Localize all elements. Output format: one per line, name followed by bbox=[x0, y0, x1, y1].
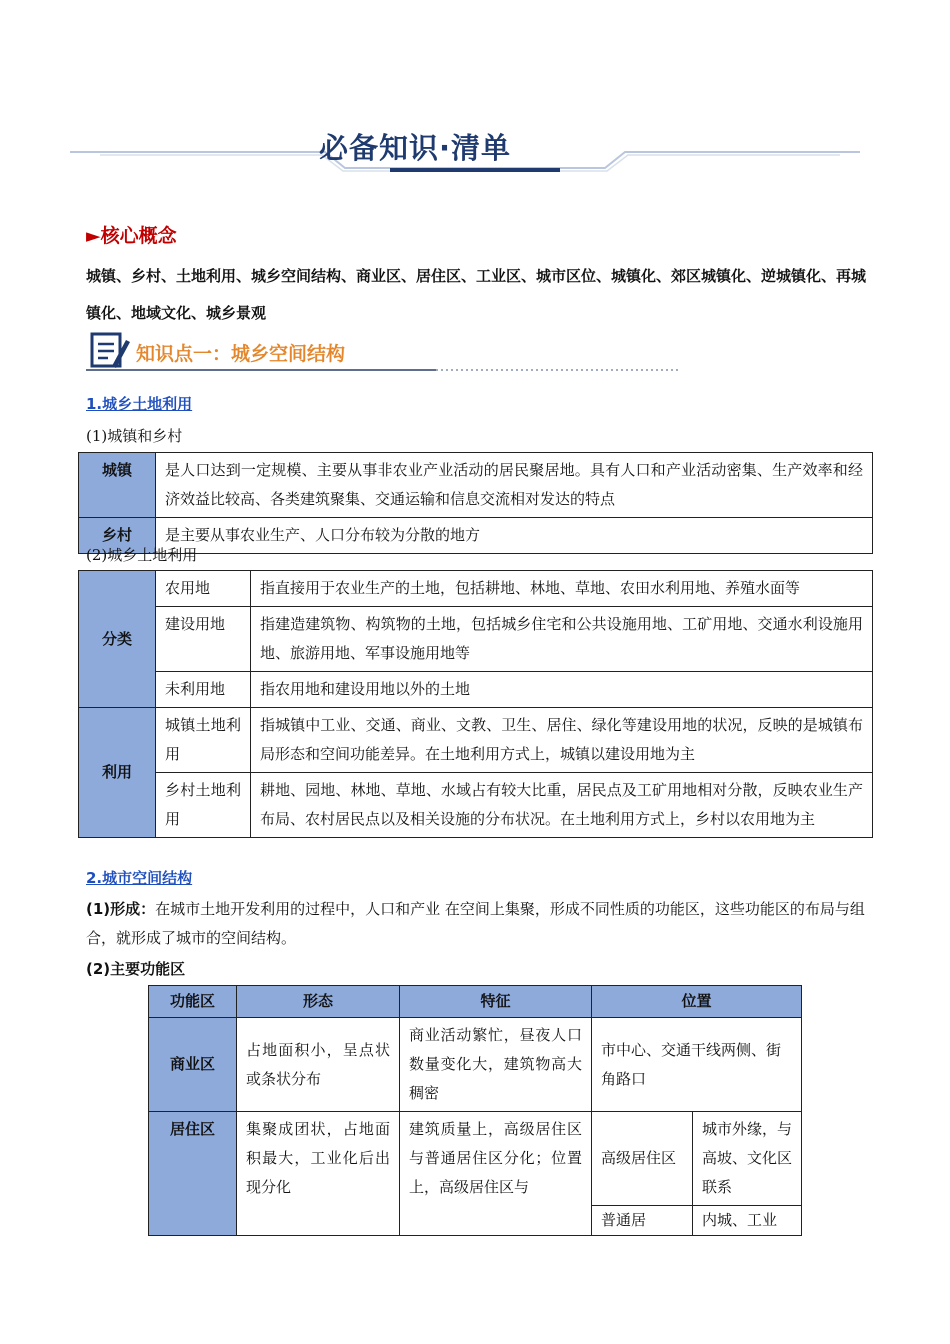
section-2-title[interactable]: 2.城市空间结构 bbox=[86, 869, 193, 887]
zone-location: 市中心、交通干线两侧、街角路口 bbox=[592, 1018, 802, 1112]
table-row bbox=[149, 1112, 802, 1206]
land-term: 未利用地 bbox=[156, 672, 251, 708]
table-row bbox=[79, 607, 873, 672]
land-desc: 指直接用于农业生产的土地，包括耕地、林地、草地、农田水利用地、养殖水面等 bbox=[251, 571, 873, 607]
subsection-land-use: (2)城乡土地利用 bbox=[86, 546, 198, 564]
formation-text: 在城市土地开发利用的过程中，人口和产业 在空间上集聚，形成不同性质的功能区，这些功能区的布局与组合，就形成了城市的空间结构。 bbox=[86, 900, 865, 947]
sub-zone-location: 内城、工业 bbox=[693, 1206, 802, 1236]
row-text: 是主要从事农业生产、人口分布较为分散的地方 bbox=[156, 518, 873, 554]
zone-form: 集聚成团状，占地面积最大，工业化后出现分化 bbox=[237, 1112, 400, 1236]
table-row bbox=[79, 672, 873, 708]
formation-label: (1)形成： bbox=[86, 900, 156, 918]
land-desc: 指建造建筑物、构筑物的土地，包括城乡住宅和公共设施用地、工矿用地、交通水利设施用地、旅游用地、军事设施用地等 bbox=[251, 607, 873, 672]
zone-feature: 商业活动繁忙，昼夜人口数量变化大，建筑物高大稠密 bbox=[400, 1018, 592, 1112]
row-label: 城镇 bbox=[79, 453, 156, 518]
table-row bbox=[79, 773, 873, 838]
land-term: 农用地 bbox=[156, 571, 251, 607]
land-term: 乡村土地利用 bbox=[156, 773, 251, 838]
table-row bbox=[79, 708, 873, 773]
functional-zones-table bbox=[148, 985, 802, 1236]
sub-zone-label: 高级居住区 bbox=[592, 1112, 693, 1206]
row-label: 乡村 bbox=[79, 518, 156, 554]
knowledge-point-title: 知识点一：城乡空间结构 bbox=[136, 343, 346, 365]
zone-feature: 建筑质量上，高级居住区与普通居住区分化；位置上，高级居住区与 bbox=[400, 1112, 592, 1236]
core-concept-terms: 城镇、乡村、土地利用、城乡空间结构、商业区、居住区、工业区、城市区位、城镇化、郊区城镇化、逆城镇化、再城镇化、地域文化、城乡景观 bbox=[86, 267, 867, 322]
table-row bbox=[79, 453, 873, 518]
group-label-classification: 分类 bbox=[79, 571, 156, 708]
column-header: 功能区 bbox=[149, 986, 237, 1018]
sub-zone-location: 城市外缘，与高坡、文化区联系 bbox=[693, 1112, 802, 1206]
section-1-title[interactable]: 1.城乡土地利用 bbox=[86, 395, 193, 413]
land-use-table bbox=[78, 570, 873, 838]
zone-name: 商业区 bbox=[149, 1018, 237, 1112]
group-label-utilization: 利用 bbox=[79, 708, 156, 838]
subsection-functional-zones: (2)主要功能区 bbox=[86, 960, 186, 978]
land-desc: 耕地、园地、林地、草地、水域占有较大比重，居民点及工矿用地相对分散，反映农业生产布局、农村居民点以及相关设施的分布状况。在土地利用方式上，乡村以农用地为主 bbox=[251, 773, 873, 838]
land-desc: 指城镇中工业、交通、商业、文教、卫生、居住、绿化等建设用地的状况，反映的是城镇布局形态和空间功能差异。在土地利用方式上，城镇以建设用地为主 bbox=[251, 708, 873, 773]
zone-form: 占地面积小，呈点状或条状分布 bbox=[237, 1018, 400, 1112]
land-term: 建设用地 bbox=[156, 607, 251, 672]
table-header-row bbox=[149, 986, 802, 1018]
table-row bbox=[79, 518, 873, 554]
table-row bbox=[79, 571, 873, 607]
core-concept-heading: ►核心概念 bbox=[86, 225, 177, 247]
town-village-table bbox=[78, 452, 873, 554]
zone-name: 居住区 bbox=[149, 1112, 237, 1236]
land-term: 城镇土地利用 bbox=[156, 708, 251, 773]
subsection-town-village: (1)城镇和乡村 bbox=[86, 427, 183, 445]
page-banner-title: 必备知识·清单 bbox=[318, 131, 512, 165]
sub-zone-label: 普通居 bbox=[592, 1206, 693, 1236]
land-desc: 指农用地和建设用地以外的土地 bbox=[251, 672, 873, 708]
row-text: 是人口达到一定规模、主要从事非农业产业活动的居民聚居地。具有人口和产业活动密集、生产效率和经济效益比较高、各类建筑聚集、交通运输和信息交流相对发达的特点 bbox=[156, 453, 873, 518]
column-header: 特征 bbox=[400, 986, 592, 1018]
formation-paragraph bbox=[86, 895, 866, 953]
column-header: 位置 bbox=[592, 986, 802, 1018]
table-row bbox=[149, 1018, 802, 1112]
column-header: 形态 bbox=[237, 986, 400, 1018]
